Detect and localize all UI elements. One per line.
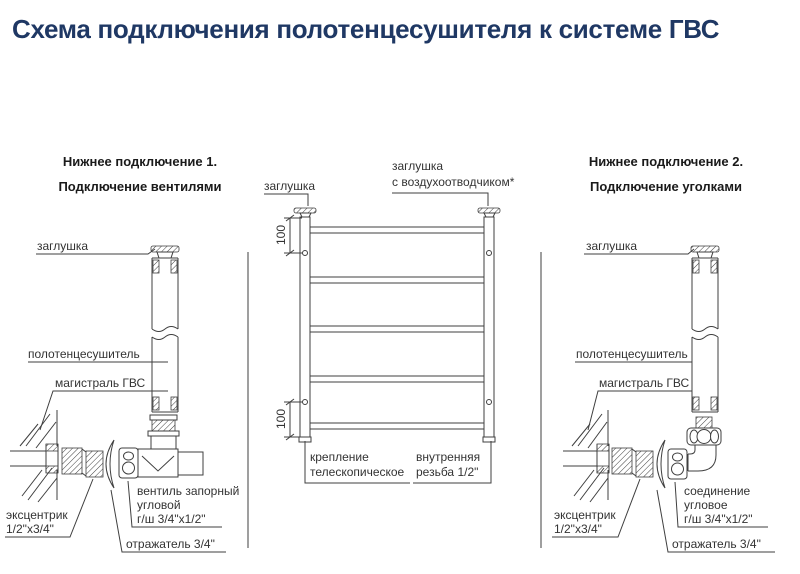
label-left-eccentric-1: эксцентрик bbox=[6, 508, 68, 522]
label-corner-3: г/ш 3/4"x1/2" bbox=[684, 512, 753, 526]
cap-left bbox=[294, 208, 316, 217]
vertical-pipe bbox=[692, 258, 718, 412]
cap-right bbox=[478, 208, 500, 217]
mount-holes bbox=[303, 251, 492, 405]
label-dim-100-top: 100 bbox=[274, 224, 288, 246]
vertical-pipe bbox=[152, 258, 178, 412]
right-connection-diagram bbox=[541, 246, 775, 552]
reflector-dome bbox=[106, 440, 114, 488]
label-valve-2: угловой bbox=[137, 498, 181, 512]
label-valve-3: г/ш 3/4"x1/2" bbox=[137, 512, 206, 526]
reflector-dome bbox=[657, 440, 665, 488]
right-section-heading-1: Нижнее подключение 2. bbox=[588, 154, 744, 169]
eccentric-fitting bbox=[612, 448, 653, 477]
angle-valve bbox=[119, 415, 203, 478]
leader-main-line bbox=[588, 391, 692, 430]
label-left-reflector: отражатель 3/4" bbox=[126, 537, 215, 551]
label-mount-1: крепление bbox=[310, 450, 369, 464]
rail-foot-right bbox=[483, 437, 495, 442]
label-left-towel-rail: полотенцесушитель bbox=[28, 347, 140, 361]
label-valve-1: вентиль запорный bbox=[137, 484, 240, 498]
label-plug-air-vent-2: с воздухоотводчиком* bbox=[392, 175, 515, 189]
wall-hatch bbox=[20, 410, 57, 502]
label-left-plug: заглушка bbox=[37, 239, 89, 253]
label-right-eccentric-1: эксцентрик bbox=[554, 508, 616, 522]
left-connection-diagram bbox=[5, 246, 248, 552]
label-corner-2: угловое bbox=[684, 498, 728, 512]
leader-plug-left bbox=[264, 194, 308, 206]
label-mount-2: телескопическое bbox=[310, 465, 405, 479]
label-plug-left: заглушка bbox=[264, 179, 316, 193]
left-section-heading-2: Подключение вентилями bbox=[58, 179, 222, 194]
label-dim-100-bottom: 100 bbox=[274, 408, 288, 430]
label-left-main-line: магистраль ГВС bbox=[55, 376, 146, 390]
leader-plug-air-vent bbox=[392, 193, 488, 206]
pipe-cap bbox=[151, 246, 179, 258]
leader-main-line bbox=[40, 391, 168, 430]
pipe-cap bbox=[691, 246, 719, 258]
towel-rail-diagram bbox=[264, 193, 500, 483]
right-section-heading-2: Подключение уголками bbox=[589, 179, 743, 194]
label-right-towel-rail: полотенцесушитель bbox=[576, 347, 688, 361]
label-right-reflector: отражатель 3/4" bbox=[672, 537, 761, 551]
wall-pipe bbox=[10, 444, 58, 473]
left-section-heading-1: Нижнее подключение 1. bbox=[62, 154, 218, 169]
label-inner-thread-1: внутренняя bbox=[416, 450, 481, 464]
label-plug-air-vent-1: заглушка bbox=[392, 159, 444, 173]
label-inner-thread-2: резьба 1/2" bbox=[416, 465, 479, 479]
label-left-eccentric-2: 1/2"x3/4" bbox=[6, 522, 54, 536]
wall-pipe bbox=[563, 444, 609, 473]
eccentric-fitting bbox=[62, 448, 103, 477]
label-right-main-line: магистраль ГВС bbox=[599, 376, 690, 390]
label-right-eccentric-2: 1/2"x3/4" bbox=[554, 522, 602, 536]
label-right-plug: заглушка bbox=[586, 239, 638, 253]
page-title: Схема подключения полотенцесушителя к системе ГВС bbox=[12, 14, 720, 44]
label-corner-1: соединение bbox=[684, 484, 751, 498]
rail-rungs bbox=[310, 227, 484, 429]
elbow-connection bbox=[668, 417, 721, 479]
